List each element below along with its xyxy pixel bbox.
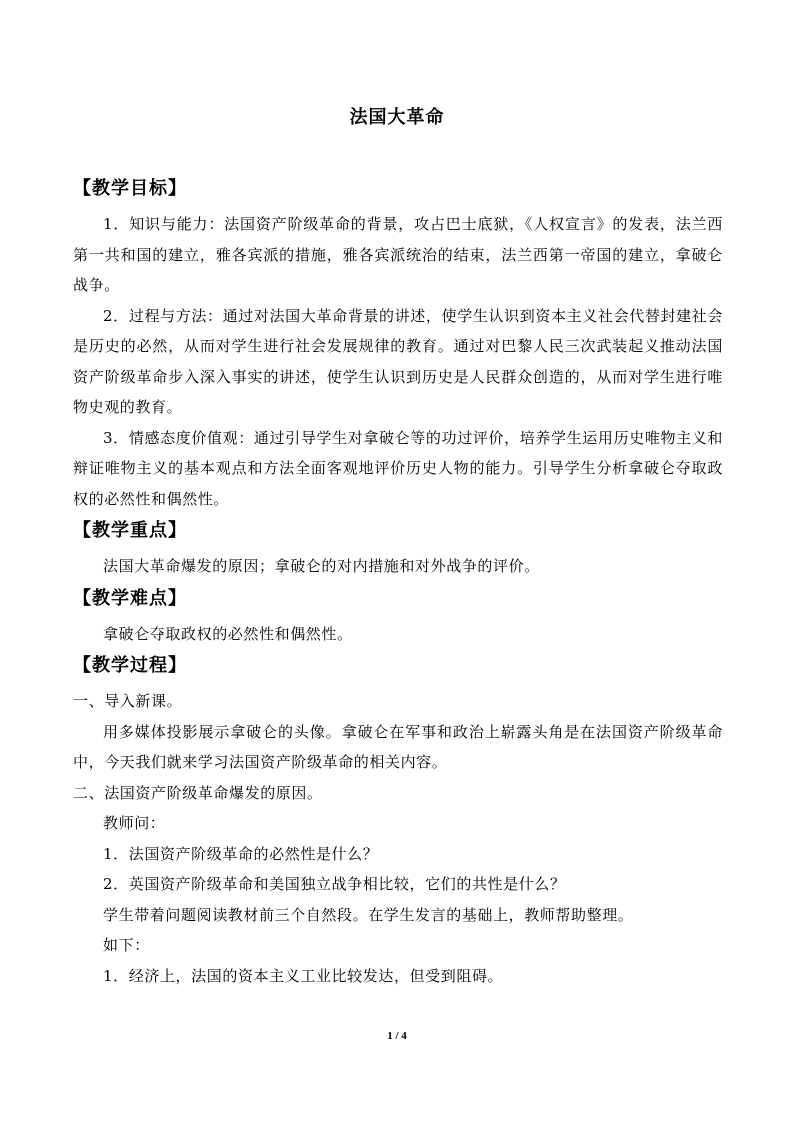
difficulties-text: 拿破仑夺取政权的必然性和偶然性。	[103, 624, 353, 643]
summary-label: 如下：	[103, 936, 150, 954]
question-1: 1．法国资产阶级革命的必然性是什么？	[103, 844, 379, 863]
document-title: 法国大革命	[349, 107, 445, 128]
section-heading-key-points: 【教学重点】	[73, 520, 187, 541]
student-activity: 学生带着问题阅读教材前三个自然段。在学生发言的基础上，教师帮助整理。	[103, 905, 634, 924]
question-2: 2．英国资产阶级革命和美国独立战争相比较，它们的共性是什么？	[103, 875, 566, 893]
section-heading-process: 【教学过程】	[73, 655, 187, 676]
section-heading-difficulties: 【教学难点】	[73, 587, 187, 609]
process-step-1-title: 一、导入新课。	[73, 692, 183, 710]
objective-values: 3．情感态度价值观：通过引导学生对拿破仑等的功过评价，培养学生运用历史唯物主义和辩证唯物主义的基本观点和方法全面客观地评价历史人物的能力。引导学生分析拿破仑夺取政权的必然性和偶然性。	[73, 428, 723, 508]
process-step-1-text: 用多媒体投影展示拿破仑的头像。拿破仑在军事和政治上崭露头角是在法国资产阶级革命中，今天我们就来学习法国资产阶级革命的相关内容。	[73, 722, 723, 771]
teacher-question-label: 教师问：	[103, 814, 166, 832]
section-heading-objectives: 【教学目标】	[73, 178, 187, 199]
objective-knowledge: 1．知识与能力：法国资产阶级革命的背景，攻占巴士底狱，《人权宣言》的发表，法兰西第一共和国的建立，雅各宾派的措施，雅各宾派统治的结束，法兰西第一帝国的建立，拿破仑战争。	[73, 215, 723, 294]
process-step-2-title: 二、法国资产阶级革命爆发的原因。	[73, 783, 323, 802]
summary-point-1: 1．经济上，法国的资本主义工业比较发达，但受到阻碍。	[103, 966, 504, 985]
objective-process: 2．过程与方法：通过对法国大革命背景的讲述，使学生认识到资本主义社会代替封建社会是历史的必然，从而对学生进行社会发展规律的教育。通过对巴黎人民三次武装起义推动法国资产阶级革命步入深入事实的讲述，使学生认识到历史是人民群众创造的，从而对学生进行唯物史观的教育。	[73, 306, 723, 416]
document-body	[73, 172, 723, 991]
key-points-text: 法国大革命爆发的原因；拿破仑的对内措施和对外战争的评价。	[103, 557, 540, 575]
page-number: 1 / 4	[387, 1030, 407, 1042]
